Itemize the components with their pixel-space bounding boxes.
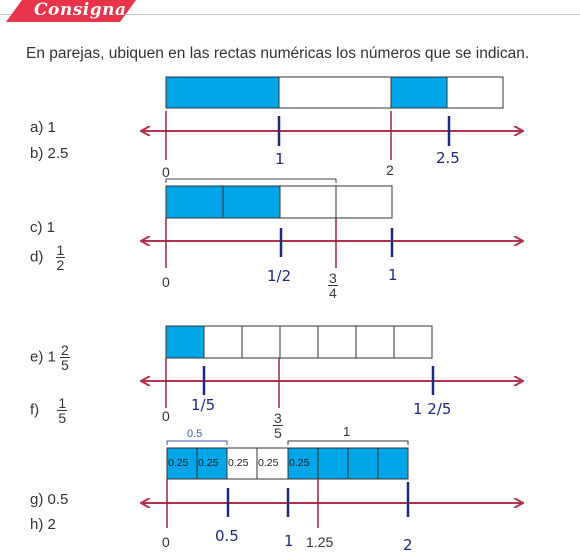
fraction-numerator: 1 — [58, 395, 67, 411]
fraction-denominator: 5 — [61, 357, 69, 373]
exercise-c-label: c) — [30, 219, 43, 236]
number-line-3-ticks — [166, 358, 279, 408]
exercise-e-label: e) — [30, 348, 44, 366]
exercise-e-whole: 1 — [47, 348, 56, 366]
exercise-b-label: b) — [30, 145, 44, 162]
line2-mark-three-quarters — [328, 271, 338, 300]
line1-mark-2: 2 — [386, 162, 394, 178]
fraction-denominator: 5 — [58, 410, 67, 426]
line3-mark-one-two-fifths: 1 2/5 — [413, 400, 452, 418]
fraction-numerator: 3 — [329, 270, 337, 286]
fraction-numerator: 1 — [56, 242, 65, 258]
exercise-d-label: d) — [30, 248, 44, 266]
line1-mark-1: 1 — [275, 150, 285, 168]
line4-bracket-one-label: 1 — [343, 424, 351, 439]
line4-cell-2: 0.25 — [198, 457, 219, 469]
line4-cell-3: 0.25 — [228, 457, 249, 469]
line1-zero-label: 0 — [162, 164, 170, 180]
exercise-h-label: h) — [30, 516, 44, 533]
exercise-a-label: a) — [30, 119, 44, 136]
line4-bracket-half-label: 0.5 — [187, 428, 203, 440]
exercise-c-value: 1 — [46, 219, 56, 236]
fraction-denominator: 4 — [329, 285, 337, 301]
line3-mark-one-fifth: 1/5 — [191, 396, 216, 414]
exercise-b-value: 2.5 — [47, 145, 69, 162]
line4-mark-0-5: 0.5 — [215, 527, 239, 545]
exercise-g-label: g) — [30, 491, 44, 508]
line2-zero-label: 0 — [162, 274, 170, 290]
line4-mark-2: 2 — [403, 536, 413, 554]
fraction-denominator: 5 — [274, 425, 282, 441]
number-line-1-strip — [166, 77, 503, 108]
line2-mark-half: 1/2 — [267, 267, 292, 285]
line4-zero-label: 0 — [162, 534, 170, 550]
exercise-f-label: f) — [30, 401, 40, 419]
number-line-3-strip — [166, 326, 432, 358]
number-line-4-bracket-one — [288, 441, 408, 445]
instructions-text: En parejas, ubiquen en las rectas numéricas los números que se indican. — [26, 45, 530, 62]
line4-mark-1-25: 1.25 — [306, 534, 334, 550]
line2-mark-1: 1 — [388, 266, 398, 284]
number-line-2-ticks — [166, 218, 336, 268]
line3-zero-label: 0 — [162, 408, 170, 424]
number-line-2-strip — [166, 186, 392, 218]
line4-cell-4: 0.25 — [258, 457, 279, 469]
line4-cell-1: 0.25 — [168, 457, 189, 469]
exercise-a-value: 1 — [47, 119, 56, 136]
number-line-4-bracket-half — [167, 441, 227, 445]
header-title: Consigna — [34, 0, 127, 20]
line1-mark-2-5: 2.5 — [436, 149, 460, 167]
line3-mark-three-fifths — [273, 411, 283, 440]
exercise-g-value: 0.5 — [47, 491, 69, 508]
fraction-numerator: 2 — [61, 342, 69, 358]
number-line-2-bracket — [166, 179, 336, 183]
fraction-denominator: 2 — [56, 257, 65, 273]
fraction-numerator: 3 — [274, 410, 282, 426]
line4-mark-1: 1 — [284, 532, 294, 550]
exercise-h-value: 2 — [47, 516, 56, 533]
line4-cell-5: 0.25 — [289, 457, 310, 469]
